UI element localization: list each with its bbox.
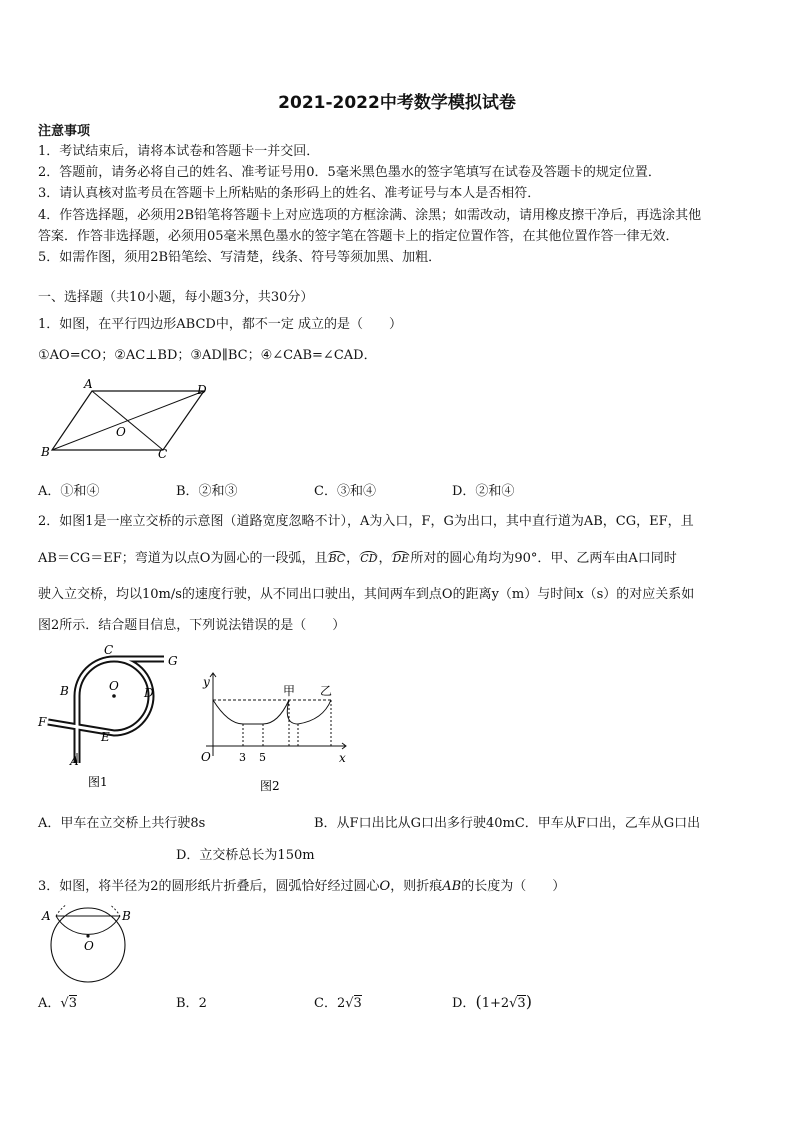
q3-option-d-prefix: D． bbox=[452, 996, 476, 1011]
fig2-x-label: x bbox=[339, 751, 346, 765]
q1-label-c: C bbox=[158, 447, 168, 461]
fig1-label-b: B bbox=[60, 684, 69, 698]
sqrt-sign: √ bbox=[509, 996, 518, 1011]
q3-label-b: B bbox=[122, 909, 131, 923]
q3-option-b-prefix: B． bbox=[176, 996, 199, 1011]
sqrt-sign: √ bbox=[345, 996, 354, 1011]
q3-label-o: O bbox=[84, 939, 94, 953]
notice-item: 答案．作答非选择题，必须用05毫米黑色墨水的签字笔在答题卡上的指定位置作答，在其他位置作答一律无效． bbox=[38, 229, 679, 244]
notice-item: 4．作答选择题，必须用2B铅笔将答题卡上对应选项的方框涂满、涂黑；如需改动，请用橡皮擦干净后，再选涂其他 bbox=[38, 208, 702, 223]
q1-option-b[interactable]: B．②和③ bbox=[176, 484, 238, 499]
q3-label-a: A bbox=[42, 909, 51, 923]
q2-stem-line-3: 驶入立交桥，均以10m/s的速度行驶，从不同出口驶出，其间两车到点O的距离y（m）与时间x（s）的对应关系如 bbox=[38, 587, 695, 602]
q2-option-a[interactable]: A．甲车在立交桥上共行驶8s bbox=[38, 816, 206, 831]
q3-center-o: O bbox=[379, 879, 391, 894]
arc-cd-label: CD bbox=[360, 552, 378, 565]
fig1-label-d: D bbox=[144, 686, 154, 700]
parallelogram-figure bbox=[38, 375, 218, 465]
arc-bc-label: BC bbox=[328, 552, 346, 565]
q1-label-d: D bbox=[197, 383, 207, 397]
fig1-label-a: A bbox=[70, 754, 79, 768]
q2-stem-line-4: 图2所示．结合题目信息，下列说法错误的是（ ） bbox=[38, 618, 346, 633]
q3-option-a[interactable] bbox=[38, 992, 77, 1011]
interchange-figure bbox=[36, 640, 186, 795]
q2-stem-part-2: 所对的圆心角均为90°．甲、乙两车由A口同时 bbox=[410, 551, 677, 566]
notice-item: 2．答题前，请务必将自己的姓名、准考证号用0．5毫米黑色墨水的签字笔填写在试卷及答题卡的规定位置． bbox=[38, 165, 661, 180]
notice-heading: 注意事项 bbox=[38, 124, 91, 139]
fig1-label-c: C bbox=[104, 643, 114, 657]
notice-item: 5．如需作图，须用2B铅笔绘、写清楚，线条、符号等须加黑、加粗． bbox=[38, 250, 442, 265]
q2-option-bc[interactable]: B．从F口出比从G口出多行驶40mC．甲车从F口出，乙车从G口出 bbox=[314, 816, 701, 831]
q3-option-a-prefix: A． bbox=[38, 996, 61, 1011]
section-heading: 一、选择题（共10小题，每小题3分，共30分） bbox=[38, 290, 314, 305]
q3-crease-ab: AB bbox=[442, 879, 462, 894]
q1-conditions: ①AO=CO；②AC⊥BD；③AD∥BC；④∠CAB=∠CAD． bbox=[38, 348, 377, 363]
q3-option-c-radicand: 3 bbox=[353, 996, 362, 1011]
fig1-label-e: E bbox=[101, 730, 110, 744]
q3-stem-part-3: 的长度为（ ） bbox=[461, 879, 566, 894]
arc-de bbox=[391, 552, 410, 565]
arc-bc bbox=[327, 552, 346, 565]
q1-option-a[interactable]: A．①和④ bbox=[38, 484, 100, 499]
q3-option-d[interactable] bbox=[452, 992, 532, 1011]
q1-label-b: B bbox=[41, 445, 50, 459]
q3-stem bbox=[38, 875, 565, 894]
paren-close: ) bbox=[525, 992, 532, 1011]
fig1-label-g: G bbox=[168, 654, 178, 668]
fig2-jia-label: 甲 bbox=[283, 684, 296, 698]
fig1-label-f: F bbox=[38, 715, 47, 729]
fig2-yi-label: 乙 bbox=[320, 684, 333, 698]
q1-label-a: A bbox=[84, 377, 93, 391]
page-title: 2021-2022中考数学模拟试卷 bbox=[278, 93, 516, 113]
q2-stem-line-1: 2．如图1是一座立交桥的示意图（道路宽度忽略不计），A为入口，F，G为出口，其中直行道为AB，CG，EF，且 bbox=[38, 514, 694, 529]
arc-de-label: DE bbox=[392, 552, 410, 565]
fig2-tick-3: 3 bbox=[239, 751, 246, 764]
notice-item: 3．请认真核对监考员在答题卡上所粘贴的条形码上的姓名、准考证号与本人是否相符． bbox=[38, 186, 541, 201]
notice-item: 1．考试结束后，请将本试卷和答题卡一并交回． bbox=[38, 144, 320, 159]
arc-cd bbox=[359, 552, 378, 565]
distance-time-graph bbox=[198, 668, 353, 792]
fig2-y-label: y bbox=[203, 675, 210, 689]
q2-option-d[interactable]: D．立交桥总长为150m bbox=[176, 848, 315, 863]
fig2-tick-5: 5 bbox=[259, 751, 266, 764]
q2-stem-part-1: AB＝CG＝EF；弯道为以点O为圆心的一段弧，且 bbox=[38, 551, 328, 566]
q3-option-c-coef: 2 bbox=[336, 996, 346, 1011]
q1-label-o: O bbox=[116, 425, 126, 439]
q3-stem-part-2: ，则折痕 bbox=[390, 879, 443, 894]
q1-option-c[interactable]: C．③和④ bbox=[314, 484, 376, 499]
q3-stem-part-1: 3．如图，将半径为2的圆形纸片折叠后，圆弧恰好经过圆心 bbox=[38, 879, 380, 894]
paren-open: ( bbox=[475, 992, 482, 1011]
q3-option-a-radicand: 3 bbox=[68, 996, 77, 1011]
q3-option-d-radicand: 3 bbox=[517, 996, 526, 1011]
folded-circle-figure bbox=[38, 905, 138, 985]
sqrt-sign: √ bbox=[60, 996, 69, 1011]
q3-option-c[interactable] bbox=[314, 992, 362, 1011]
q3-option-b-value: 2 bbox=[198, 996, 207, 1011]
fig2-caption: 图2 bbox=[260, 779, 280, 792]
fig1-caption: 图1 bbox=[88, 775, 108, 789]
fig1-label-o: O bbox=[109, 679, 119, 693]
q3-option-d-lead: 1+2 bbox=[481, 996, 510, 1011]
fig2-origin: O bbox=[201, 750, 211, 764]
q1-option-d[interactable]: D．②和④ bbox=[452, 484, 515, 499]
q1-stem: 1．如图，在平行四边形ABCD中，都不一定 成立的是（ ） bbox=[38, 317, 402, 332]
q3-option-c-prefix: C． bbox=[314, 996, 337, 1011]
q3-option-b[interactable] bbox=[176, 992, 207, 1011]
q2-stem-line-2: AB＝CG＝EF；弯道为以点O为圆心的一段弧，且BC，CD，DE所对的圆心角均为90°．甲、乙两车由A口同时 bbox=[38, 551, 677, 566]
